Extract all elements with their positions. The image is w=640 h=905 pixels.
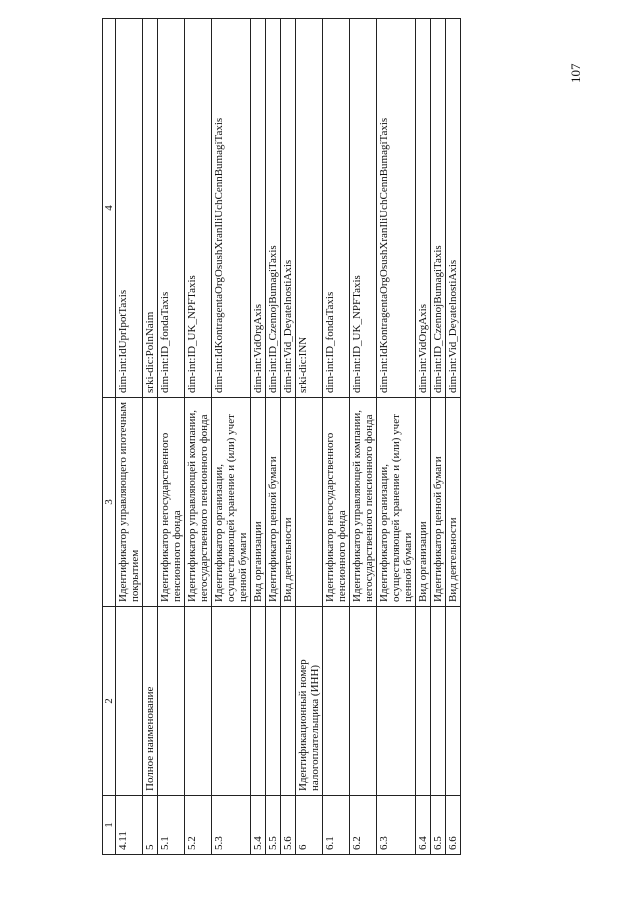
row-code-cell: dim-int:ID_UK_NPFTaxis bbox=[350, 19, 377, 398]
header-cell-2: 2 bbox=[103, 607, 116, 796]
row-code-cell: srki-dic:INN bbox=[296, 19, 323, 398]
row-code-cell: dim-int:ID_CzennojBumagiTaxis bbox=[266, 19, 281, 398]
table-row bbox=[416, 19, 431, 855]
row-code-cell: dim-int:VidOrgAxis bbox=[251, 19, 266, 398]
row-name-cell bbox=[185, 607, 212, 796]
table-row bbox=[266, 19, 281, 855]
row-element-cell: Идентификатор управляющей компании, негосударственного пенсионного фонда bbox=[350, 398, 377, 607]
row-number-cell: 6.1 bbox=[323, 796, 350, 855]
row-element-cell: Вид деятельности bbox=[446, 398, 461, 607]
row-element-cell: Вид организации bbox=[251, 398, 266, 607]
row-element-cell bbox=[143, 398, 158, 607]
row-number-cell: 5.6 bbox=[281, 796, 296, 855]
row-number-cell: 4.11 bbox=[116, 796, 143, 855]
row-code-cell: dim-int:ID_UK_NPFTaxis bbox=[185, 19, 212, 398]
rotated-table-container bbox=[102, 55, 524, 855]
row-name-cell bbox=[416, 607, 431, 796]
table-row bbox=[143, 19, 158, 855]
row-element-cell: Идентификатор организации, осуществляющей хранение и (или) учет ценной бумаги bbox=[377, 398, 416, 607]
row-element-cell: Идентификатор организации, осуществляющей хранение и (или) учет ценной бумаги bbox=[212, 398, 251, 607]
header-cell-4: 4 bbox=[103, 19, 116, 398]
row-name-cell bbox=[431, 607, 446, 796]
row-element-cell: Идентификатор негосударственного пенсионного фонда bbox=[158, 398, 185, 607]
row-number-cell: 5.3 bbox=[212, 796, 251, 855]
table-row bbox=[323, 19, 350, 855]
row-number-cell: 5.5 bbox=[266, 796, 281, 855]
header-cell-3: 3 bbox=[103, 398, 116, 607]
row-number-cell: 6.3 bbox=[377, 796, 416, 855]
table-row bbox=[350, 19, 377, 855]
row-element-cell: Идентификатор ценной бумаги bbox=[431, 398, 446, 607]
row-number-cell: 5.1 bbox=[158, 796, 185, 855]
row-code-cell: dim-int:IdKontragentaOrgOsushXranIliUchCennBumagiTaxis bbox=[212, 19, 251, 398]
table-row bbox=[446, 19, 461, 855]
row-code-cell: dim-int:Vid_DeyatelnostiAxis bbox=[446, 19, 461, 398]
table-row bbox=[116, 19, 143, 855]
row-element-cell: Идентификатор управляющей компании, негосударственного пенсионного фонда bbox=[185, 398, 212, 607]
row-code-cell: dim-int:Vid_DeyatelnostiAxis bbox=[281, 19, 296, 398]
table-row bbox=[158, 19, 185, 855]
row-number-cell: 6.5 bbox=[431, 796, 446, 855]
table-row bbox=[377, 19, 416, 855]
row-name-cell bbox=[377, 607, 416, 796]
table-row bbox=[431, 19, 446, 855]
row-name-cell bbox=[116, 607, 143, 796]
row-name-cell: Полное наименование bbox=[143, 607, 158, 796]
row-element-cell: Вид деятельности bbox=[281, 398, 296, 607]
row-code-cell: dim-int:IdKontragentaOrgOsushXranIliUchCennBumagiTaxis bbox=[377, 19, 416, 398]
row-name-cell bbox=[251, 607, 266, 796]
row-name-cell bbox=[266, 607, 281, 796]
table-row bbox=[296, 19, 323, 855]
row-number-cell: 5.4 bbox=[251, 796, 266, 855]
row-code-cell: dim-int:ID_fondaTaxis bbox=[323, 19, 350, 398]
row-element-cell: Идентификатор негосударственного пенсионного фонда bbox=[323, 398, 350, 607]
row-code-cell: srki-dic:PolnNaim bbox=[143, 19, 158, 398]
table-row bbox=[185, 19, 212, 855]
row-code-cell: dim-int:ID_fondaTaxis bbox=[158, 19, 185, 398]
row-name-cell bbox=[323, 607, 350, 796]
row-number-cell: 5 bbox=[143, 796, 158, 855]
row-name-cell bbox=[350, 607, 377, 796]
row-number-cell: 6 bbox=[296, 796, 323, 855]
table-row bbox=[212, 19, 251, 855]
row-number-cell: 6.2 bbox=[350, 796, 377, 855]
row-number-cell: 6.6 bbox=[446, 796, 461, 855]
row-name-cell: Идентификационный номер налогоплательщика (ИНН) bbox=[296, 607, 323, 796]
table-row bbox=[281, 19, 296, 855]
document-table bbox=[102, 18, 461, 855]
row-name-cell bbox=[446, 607, 461, 796]
header-cell-1: 1 bbox=[103, 796, 116, 855]
row-number-cell: 5.2 bbox=[185, 796, 212, 855]
row-number-cell: 6.4 bbox=[416, 796, 431, 855]
row-code-cell: dim-int:ID_CzennojBumagiTaxis bbox=[431, 19, 446, 398]
row-element-cell: Вид организации bbox=[416, 398, 431, 607]
row-element-cell bbox=[296, 398, 323, 607]
row-name-cell bbox=[158, 607, 185, 796]
row-name-cell bbox=[281, 607, 296, 796]
table-row bbox=[251, 19, 266, 855]
row-code-cell: dim-int:IdUprIpotTaxis bbox=[116, 19, 143, 398]
row-element-cell: Идентификатор управляющего ипотечным покрытием bbox=[116, 398, 143, 607]
row-element-cell: Идентификатор ценной бумаги bbox=[266, 398, 281, 607]
row-code-cell: dim-int:VidOrgAxis bbox=[416, 19, 431, 398]
page-number: 107 bbox=[568, 63, 583, 83]
row-name-cell bbox=[212, 607, 251, 796]
table-header-row bbox=[103, 19, 116, 855]
